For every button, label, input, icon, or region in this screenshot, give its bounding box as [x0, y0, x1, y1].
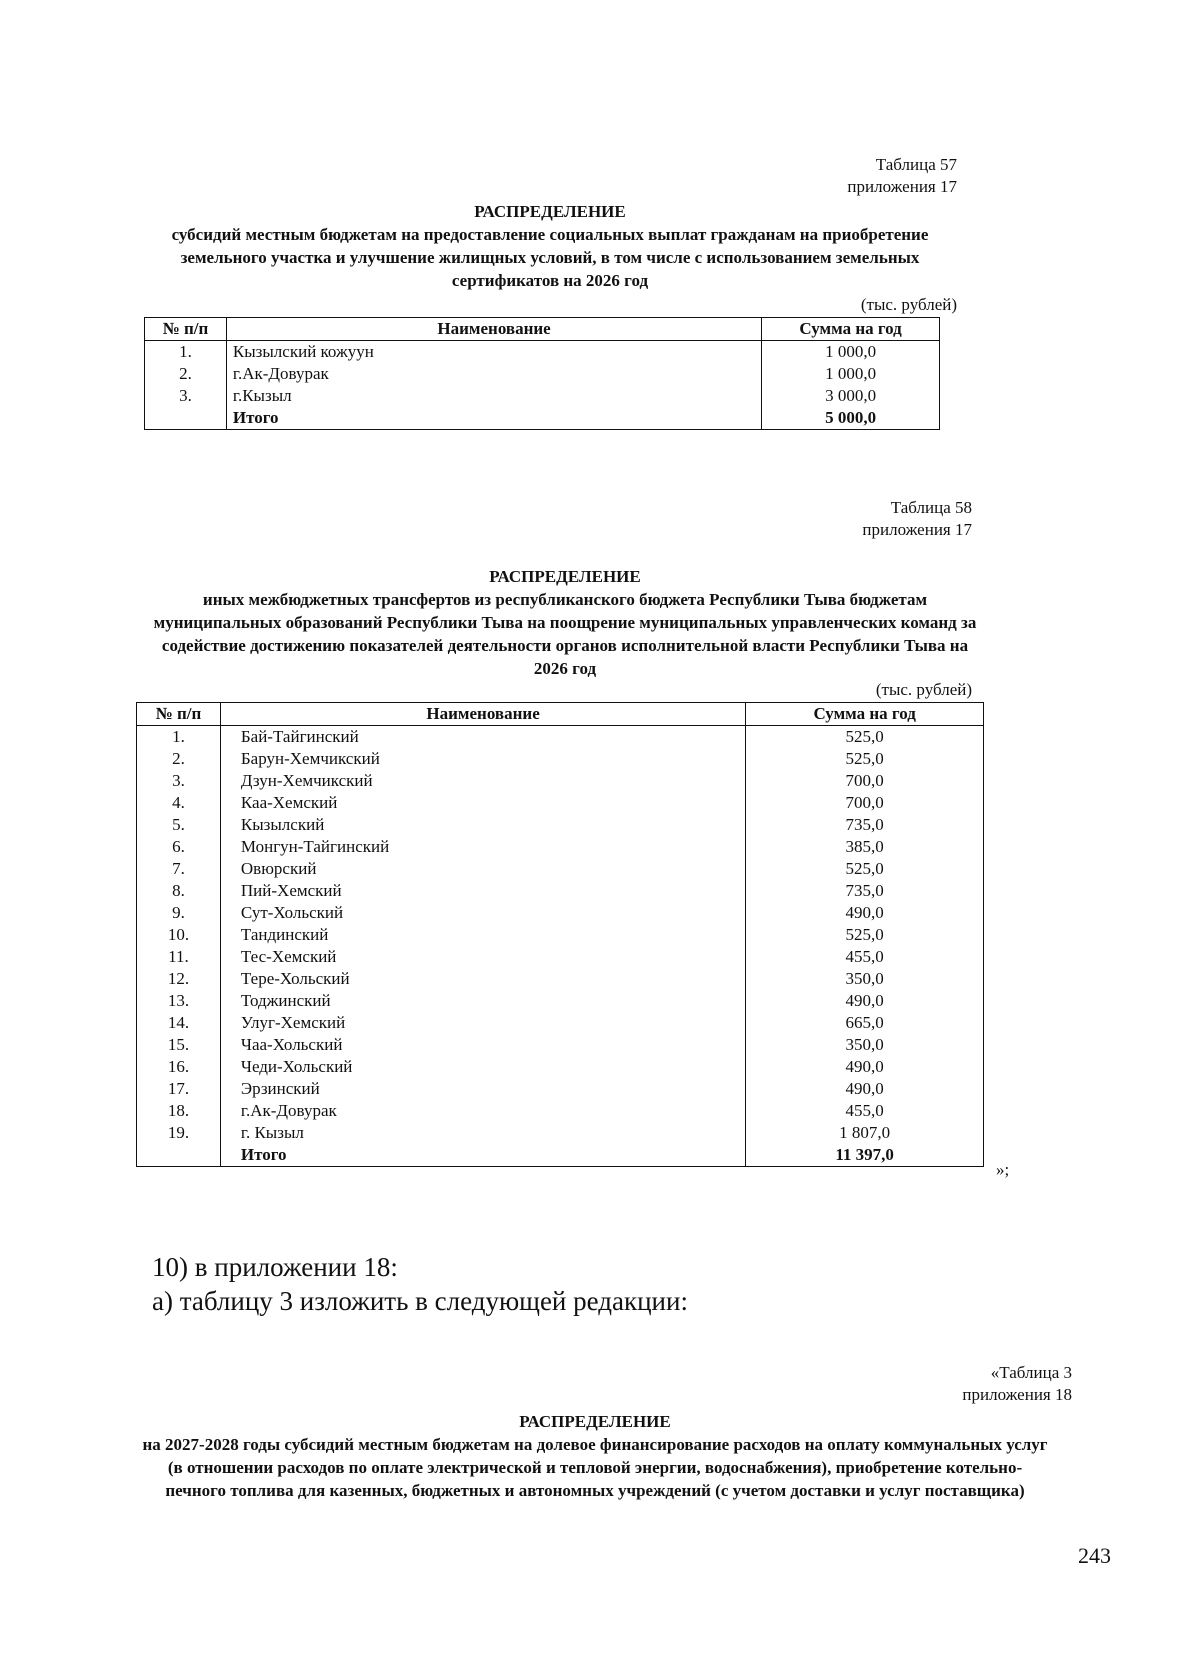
table57-ref-line2: приложения 17 — [847, 177, 957, 196]
table57-ref-line1: Таблица 57 — [875, 155, 957, 174]
table58-units: (тыс. рублей) — [875, 680, 972, 699]
total-amount: 11 397,0 — [746, 1144, 984, 1167]
row-name: г. Кызыл — [220, 1122, 745, 1144]
row-name: Тере-Хольский — [220, 968, 745, 990]
row-amount: 455,0 — [746, 946, 984, 968]
column-header-name: Наименование — [226, 318, 761, 341]
row-name: Дзун-Хемчикский — [220, 770, 745, 792]
table58-header-row — [137, 703, 984, 726]
row-number: 10. — [137, 924, 221, 946]
row-amount: 735,0 — [746, 814, 984, 836]
table-row — [137, 902, 984, 924]
row-name: Тоджинский — [220, 990, 745, 1012]
row-name: г.Ак-Довурак — [220, 1100, 745, 1122]
row-amount: 665,0 — [746, 1012, 984, 1034]
row-amount: 455,0 — [746, 1100, 984, 1122]
row-name: Сут-Хольский — [220, 902, 745, 924]
table57-subtitle: субсидий местным бюджетам на предоставление социальных выплат гражданам на приобретение земельного участка и улучшение жилищных условий, в том числе с использованием земельных сертификатов на 2026 год — [171, 225, 929, 290]
row-amount: 1 000,0 — [762, 341, 940, 364]
row-name: Кызылский — [220, 814, 745, 836]
table-row — [137, 1034, 984, 1056]
table3-reference — [815, 1362, 1072, 1406]
table-row — [137, 836, 984, 858]
row-name: Кызылский кожуун — [226, 341, 761, 364]
row-name: Чеди-Хольский — [220, 1056, 745, 1078]
row-name: Каа-Хемский — [220, 792, 745, 814]
row-number: 12. — [137, 968, 221, 990]
table58 — [136, 702, 984, 1167]
row-amount: 735,0 — [746, 880, 984, 902]
table-row — [137, 726, 984, 749]
table-row — [137, 858, 984, 880]
row-name: Барун-Хемчикский — [220, 748, 745, 770]
closing-quote-mark: »; — [996, 1160, 1010, 1179]
row-number: 2. — [137, 748, 221, 770]
table-row — [145, 363, 940, 385]
row-amount: 525,0 — [746, 924, 984, 946]
table3-heading — [140, 1410, 1050, 1502]
row-name: Тандинский — [220, 924, 745, 946]
row-number: 3. — [137, 770, 221, 792]
table-row — [137, 946, 984, 968]
row-number: 4. — [137, 792, 221, 814]
table58-subtitle: иных межбюджетных трансфертов из республиканского бюджета Республики Тыва бюджетам муниципальных образований Республики Тыва на поощрение муниципальных управленческих команд за содействие достижению показателей деятельности органов исполнительной власти Республики Тыва на 2026 год — [153, 590, 977, 678]
table58-ref-line2: приложения 17 — [862, 520, 972, 539]
row-amount: 350,0 — [746, 1034, 984, 1056]
amendment-line2: а) таблицу 3 изложить в следующей редакции: — [152, 1286, 688, 1316]
table58-total-row — [137, 1144, 984, 1167]
table57-reference — [700, 154, 957, 198]
row-number: 9. — [137, 902, 221, 924]
table58-title: РАСПРЕДЕЛЕНИЕ — [489, 567, 641, 586]
table-row — [137, 924, 984, 946]
table57-units: (тыс. рублей) — [860, 295, 957, 314]
amendment-line1: 10) в приложении 18: — [152, 1252, 398, 1282]
row-number: 15. — [137, 1034, 221, 1056]
table-row — [137, 770, 984, 792]
row-number: 2. — [145, 363, 227, 385]
row-name: Улуг-Хемский — [220, 1012, 745, 1034]
table-row — [145, 385, 940, 407]
row-number: 6. — [137, 836, 221, 858]
column-header-number: № п/п — [145, 318, 227, 341]
row-number: 1. — [145, 341, 227, 364]
row-number: 1. — [137, 726, 221, 749]
table-row — [137, 748, 984, 770]
row-name: Пий-Хемский — [220, 880, 745, 902]
row-name: г.Ак-Довурак — [226, 363, 761, 385]
total-number-cell — [145, 407, 227, 430]
table58-heading — [150, 565, 980, 680]
table3-subtitle: на 2027-2028 годы субсидий местным бюджетам на долевое финансирование расходов на оплату коммунальных услуг (в отношении расходов по оплате электрической и тепловой энергии, водоснабжения), приобретение котельно-печного топлива для казенных, бюджетных и автономных учреждений (с учетом доставки и услуг поставщика) — [142, 1435, 1048, 1500]
table58-reference — [715, 497, 972, 541]
row-name: Овюрский — [220, 858, 745, 880]
column-header-name: Наименование — [220, 703, 745, 726]
row-amount: 525,0 — [746, 748, 984, 770]
row-number: 17. — [137, 1078, 221, 1100]
column-header-number: № п/п — [137, 703, 221, 726]
column-header-amount: Сумма на год — [746, 703, 984, 726]
row-amount: 490,0 — [746, 902, 984, 924]
row-number: 13. — [137, 990, 221, 1012]
table57-header-row — [145, 318, 940, 341]
row-number: 14. — [137, 1012, 221, 1034]
table-row — [137, 1056, 984, 1078]
row-number: 11. — [137, 946, 221, 968]
row-number: 16. — [137, 1056, 221, 1078]
row-number: 5. — [137, 814, 221, 836]
row-amount: 1 000,0 — [762, 363, 940, 385]
total-label: Итого — [226, 407, 761, 430]
row-number: 3. — [145, 385, 227, 407]
row-amount: 385,0 — [746, 836, 984, 858]
table3-title: РАСПРЕДЕЛЕНИЕ — [519, 1412, 671, 1431]
row-name: Монгун-Тайгинский — [220, 836, 745, 858]
row-number: 8. — [137, 880, 221, 902]
row-amount: 350,0 — [746, 968, 984, 990]
table-row — [137, 1122, 984, 1144]
total-number-cell — [137, 1144, 221, 1167]
row-amount: 490,0 — [746, 1056, 984, 1078]
table-row — [137, 880, 984, 902]
table-row — [137, 968, 984, 990]
table57-title: РАСПРЕДЕЛЕНИЕ — [474, 202, 626, 221]
row-amount: 490,0 — [746, 990, 984, 1012]
table-row — [137, 990, 984, 1012]
row-amount: 525,0 — [746, 858, 984, 880]
row-number: 19. — [137, 1122, 221, 1144]
row-name: Тес-Хемский — [220, 946, 745, 968]
row-number: 18. — [137, 1100, 221, 1122]
row-amount: 700,0 — [746, 770, 984, 792]
row-amount: 1 807,0 — [746, 1122, 984, 1144]
row-amount: 525,0 — [746, 726, 984, 749]
table-row — [145, 341, 940, 364]
table58-body — [137, 726, 984, 1167]
total-label: Итого — [220, 1144, 745, 1167]
table-row — [137, 814, 984, 836]
page-number: 243 — [1078, 1543, 1111, 1568]
table-row — [137, 792, 984, 814]
table-row — [137, 1078, 984, 1100]
column-header-amount: Сумма на год — [762, 318, 940, 341]
table-row — [137, 1100, 984, 1122]
table57-heading — [170, 200, 930, 292]
table57 — [144, 317, 940, 430]
row-number: 7. — [137, 858, 221, 880]
table3-ref-line1: «Таблица 3 — [990, 1363, 1072, 1382]
row-name: Эрзинский — [220, 1078, 745, 1100]
row-amount: 700,0 — [746, 792, 984, 814]
row-amount: 3 000,0 — [762, 385, 940, 407]
table-row — [137, 1012, 984, 1034]
row-amount: 490,0 — [746, 1078, 984, 1100]
table3-ref-line2: приложения 18 — [962, 1385, 1072, 1404]
row-name: Бай-Тайгинский — [220, 726, 745, 749]
table57-total-row — [145, 407, 940, 430]
total-amount: 5 000,0 — [762, 407, 940, 430]
row-name: г.Кызыл — [226, 385, 761, 407]
row-name: Чаа-Хольский — [220, 1034, 745, 1056]
amendment-text — [152, 1250, 1052, 1318]
table58-ref-line1: Таблица 58 — [890, 498, 972, 517]
